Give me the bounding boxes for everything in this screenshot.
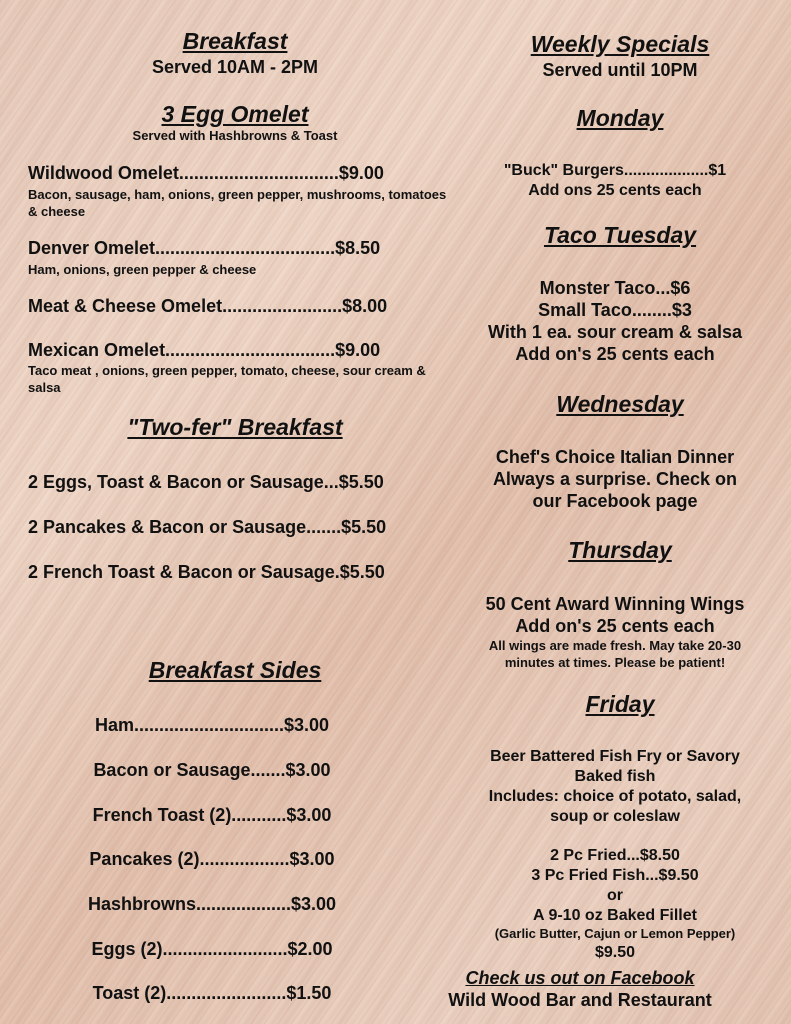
friday-heading: Friday — [585, 691, 655, 717]
friday-line: Beer Battered Fish Fry or Savory — [490, 748, 740, 765]
friday-line: Includes: choice of potato, salad, — [488, 788, 742, 805]
wednesday-line: Chef's Choice Italian Dinner — [495, 447, 735, 467]
menu-item-twofer-french-toast: 2 French Toast & Bacon or Sausage.$5.50 — [28, 562, 385, 582]
wednesday-line: Always a surprise. Check on — [492, 469, 738, 489]
monday-heading: Monday — [576, 105, 664, 131]
menu-item-side-toast: Toast (2)........................$1.50 — [92, 983, 332, 1003]
breakfast-heading: Breakfast — [182, 28, 288, 54]
menu-item-side-bacon: Bacon or Sausage.......$3.00 — [93, 760, 331, 780]
monday-line: Add ons 25 cents each — [528, 182, 702, 199]
tuesday-line: Monster Taco...$6 — [539, 278, 691, 298]
facebook-link[interactable]: Check us out on Facebook — [465, 968, 695, 988]
sides-heading: Breakfast Sides — [148, 657, 322, 683]
friday-price: or — [607, 887, 623, 904]
friday-fillet-price: $9.50 — [594, 944, 636, 961]
weekly-heading: Weekly Specials — [530, 31, 710, 57]
menu-item-wildwood-omelet: Wildwood Omelet................................$9.00 — [28, 163, 384, 183]
menu-item-twofer-eggs: 2 Eggs, Toast & Bacon or Sausage...$5.50 — [28, 472, 384, 492]
friday-line: Baked fish — [574, 768, 656, 785]
tuesday-line: Add on's 25 cents each — [515, 344, 715, 364]
thursday-line: 50 Cent Award Winning Wings — [485, 594, 745, 614]
omelet-note: Served with Hashbrowns & Toast — [132, 128, 338, 143]
menu-item-side-pancakes: Pancakes (2)..................$3.00 — [89, 849, 335, 869]
restaurant-name: Wild Wood Bar and Restaurant — [448, 990, 712, 1010]
friday-sauce: (Garlic Butter, Cajun or Lemon Pepper) — [494, 926, 736, 941]
menu-item-desc: Bacon, sausage, ham, onions, green pepper, mushrooms, tomatoes & cheese — [28, 187, 447, 219]
menu-item-mexican-omelet: Mexican Omelet..................................$9.00 — [28, 340, 381, 360]
menu-item-side-eggs: Eggs (2).........................$2.00 — [91, 939, 333, 959]
friday-price: A 9-10 oz Baked Fillet — [533, 907, 697, 924]
menu-item-desc: Taco meat , onions, green pepper, tomato, cheese, sour cream & salsa — [28, 363, 426, 395]
tuesday-line: Small Taco........$3 — [538, 300, 692, 320]
tuesday-line: With 1 ea. sour cream & salsa — [488, 322, 742, 342]
thursday-note: minutes at times. Please be patient! — [504, 655, 726, 670]
breakfast-hours: Served 10AM - 2PM — [151, 57, 319, 77]
thursday-heading: Thursday — [568, 537, 672, 563]
menu-item-side-hashbrowns: Hashbrowns...................$3.00 — [87, 894, 337, 914]
menu-item-desc: Ham, onions, green pepper & cheese — [28, 262, 257, 277]
thursday-line: Add on's 25 cents each — [515, 616, 715, 636]
thursday-note: All wings are made fresh. May take 20-30 — [488, 638, 742, 653]
menu-item-side-ham: Ham..............................$3.00 — [94, 715, 330, 735]
tuesday-heading: Taco Tuesday — [543, 222, 697, 248]
wednesday-line: our Facebook page — [532, 491, 698, 511]
twofer-heading: "Two-fer" Breakfast — [127, 414, 343, 440]
menu-item-meat-cheese-omelet: Meat & Cheese Omelet........................$8.00 — [28, 296, 388, 316]
friday-line: soup or coleslaw — [550, 808, 680, 825]
wednesday-heading: Wednesday — [556, 391, 684, 417]
friday-price: 3 Pc Fried Fish...$9.50 — [531, 867, 699, 884]
menu-item-twofer-pancakes: 2 Pancakes & Bacon or Sausage.......$5.50 — [28, 517, 387, 537]
menu-item-side-french-toast: French Toast (2)...........$3.00 — [92, 805, 332, 825]
omelet-heading: 3 Egg Omelet — [161, 101, 309, 127]
friday-price: 2 Pc Fried...$8.50 — [550, 847, 680, 864]
monday-line: "Buck" Burgers...................$1 — [503, 162, 727, 179]
menu-item-denver-omelet: Denver Omelet....................................$8.50 — [28, 238, 381, 258]
weekly-hours: Served until 10PM — [542, 60, 698, 80]
